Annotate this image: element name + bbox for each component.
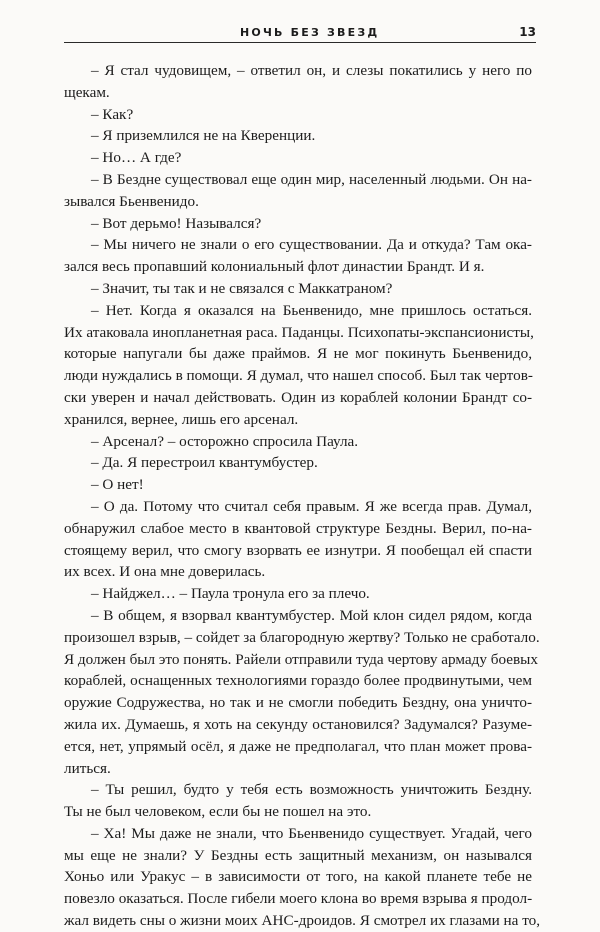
text-line: – Я стал чудовищем, – ответил он, и слезы покатились у него по (91, 62, 532, 79)
text-line: – Вот дерьмо! Назывался? (91, 214, 262, 232)
text-line: мы еще не знали? У Бездны есть защитный механизм, он назывался (64, 846, 532, 864)
text-line: ски уверен и начал действовать. Один из кораблей колонии Брандт со- (64, 388, 532, 406)
text-line: люди нуждались в помощи. Я думал, что нашел способ. Был так чертов- (64, 367, 533, 385)
text-line: – В Бездне существовал еще один мир, населенный людьми. Он на- (91, 170, 532, 188)
text-line: повезло оказаться. После гибели моего клона во время взрыва я продол- (64, 890, 533, 908)
text-line: – В общем, я взорвал квантумбустер. Мой клон сидел рядом, когда (91, 606, 532, 624)
text-line: – О нет! (91, 476, 144, 494)
text-line: – О да. Потому что считал себя правым. Я же всегда прав. Думал, (91, 497, 532, 515)
text-line: жила их. Думаешь, я хоть на секунду остановился? Задумался? Разуме- (64, 715, 532, 733)
text-line: зался весь пропавший колониальный флот династии Брандт. И я. (64, 258, 485, 276)
running-title: НОЧЬ БЕЗ ЗВЕЗД (240, 26, 380, 39)
text-line: Ты не был человеком, если бы не пошел на это. (64, 803, 372, 821)
text-line: стоящему верил, что смогу взорвать ее изнутри. Я пообещал ей спасти (64, 541, 532, 559)
text-line: их всех. И она мне доверилась. (64, 563, 266, 581)
text-line: – Как? (91, 105, 134, 123)
text-line: произошел взрыв, – сойдет за благородную жертву? Только не сработало. (64, 628, 540, 646)
text-line: Я должен был это понять. Райели отправили туда чертову армаду боевых (64, 650, 538, 668)
body-text (64, 60, 541, 932)
text-line: которые напугали бы даже праймов. Я не мог покинуть Бьенвенидо, (64, 345, 532, 363)
text-line: – Мы ничего не знали о его существовании. Да и откуда? Там ока- (91, 236, 532, 254)
text-line: – Но… А где? (91, 149, 182, 167)
text-line: хранился, вернее, лишь его арсенал. (64, 410, 299, 428)
text-line: оружие Содружества, но так и не смогли победить Бездну, она уничто- (64, 694, 532, 712)
text-line: – Найджел… – Паула тронула его за плечо. (91, 585, 370, 603)
text-line: Их атаковала инопланетная раса. Паданцы. Психопаты-экспансионисты, (64, 323, 534, 341)
text-line: жал видеть сны о жизни моих АНС-дроидов. Я смотрел их глазами на то, (64, 912, 541, 930)
text-line: – Арсенал? – осторожно спросила Паула. (91, 432, 359, 450)
text-line: литься. (64, 759, 111, 777)
text-line: кораблей, оснащенных технологиями гораздо более продвинутыми, чем (64, 672, 532, 690)
text-line: обнаружил слабое место в квантовой структуре Бездны. Верил, по-на- (64, 519, 532, 537)
text-line: – Я приземлился не на Кверенции. (91, 127, 316, 145)
text-line: ется, нет, упрямый осёл, я даже не предполагал, что план может прова- (64, 737, 532, 755)
text-line: – Да. Я перестроил квантумбустер. (91, 454, 318, 472)
text-line: щекам. (64, 83, 110, 101)
running-header (64, 14, 536, 43)
text-line: – Значит, ты так и не связался с Маккатраном? (91, 279, 393, 297)
text-line: – Ты решил, будто у тебя есть возможность уничтожить Бездну. (91, 781, 532, 799)
text-line: зывался Бьенвенидо. (64, 192, 199, 210)
text-line: – Ха! Мы даже не знали, что Бьенвенидо существует. Угадай, чего (91, 824, 532, 842)
text-line: – Нет. Когда я оказался на Бьенвенидо, мне пришлось остаться. (91, 301, 532, 319)
page-number: 13 (519, 25, 536, 39)
text-line: Хоньо или Уракус – в зависимости от того, на какой планете тебе не (64, 868, 532, 886)
